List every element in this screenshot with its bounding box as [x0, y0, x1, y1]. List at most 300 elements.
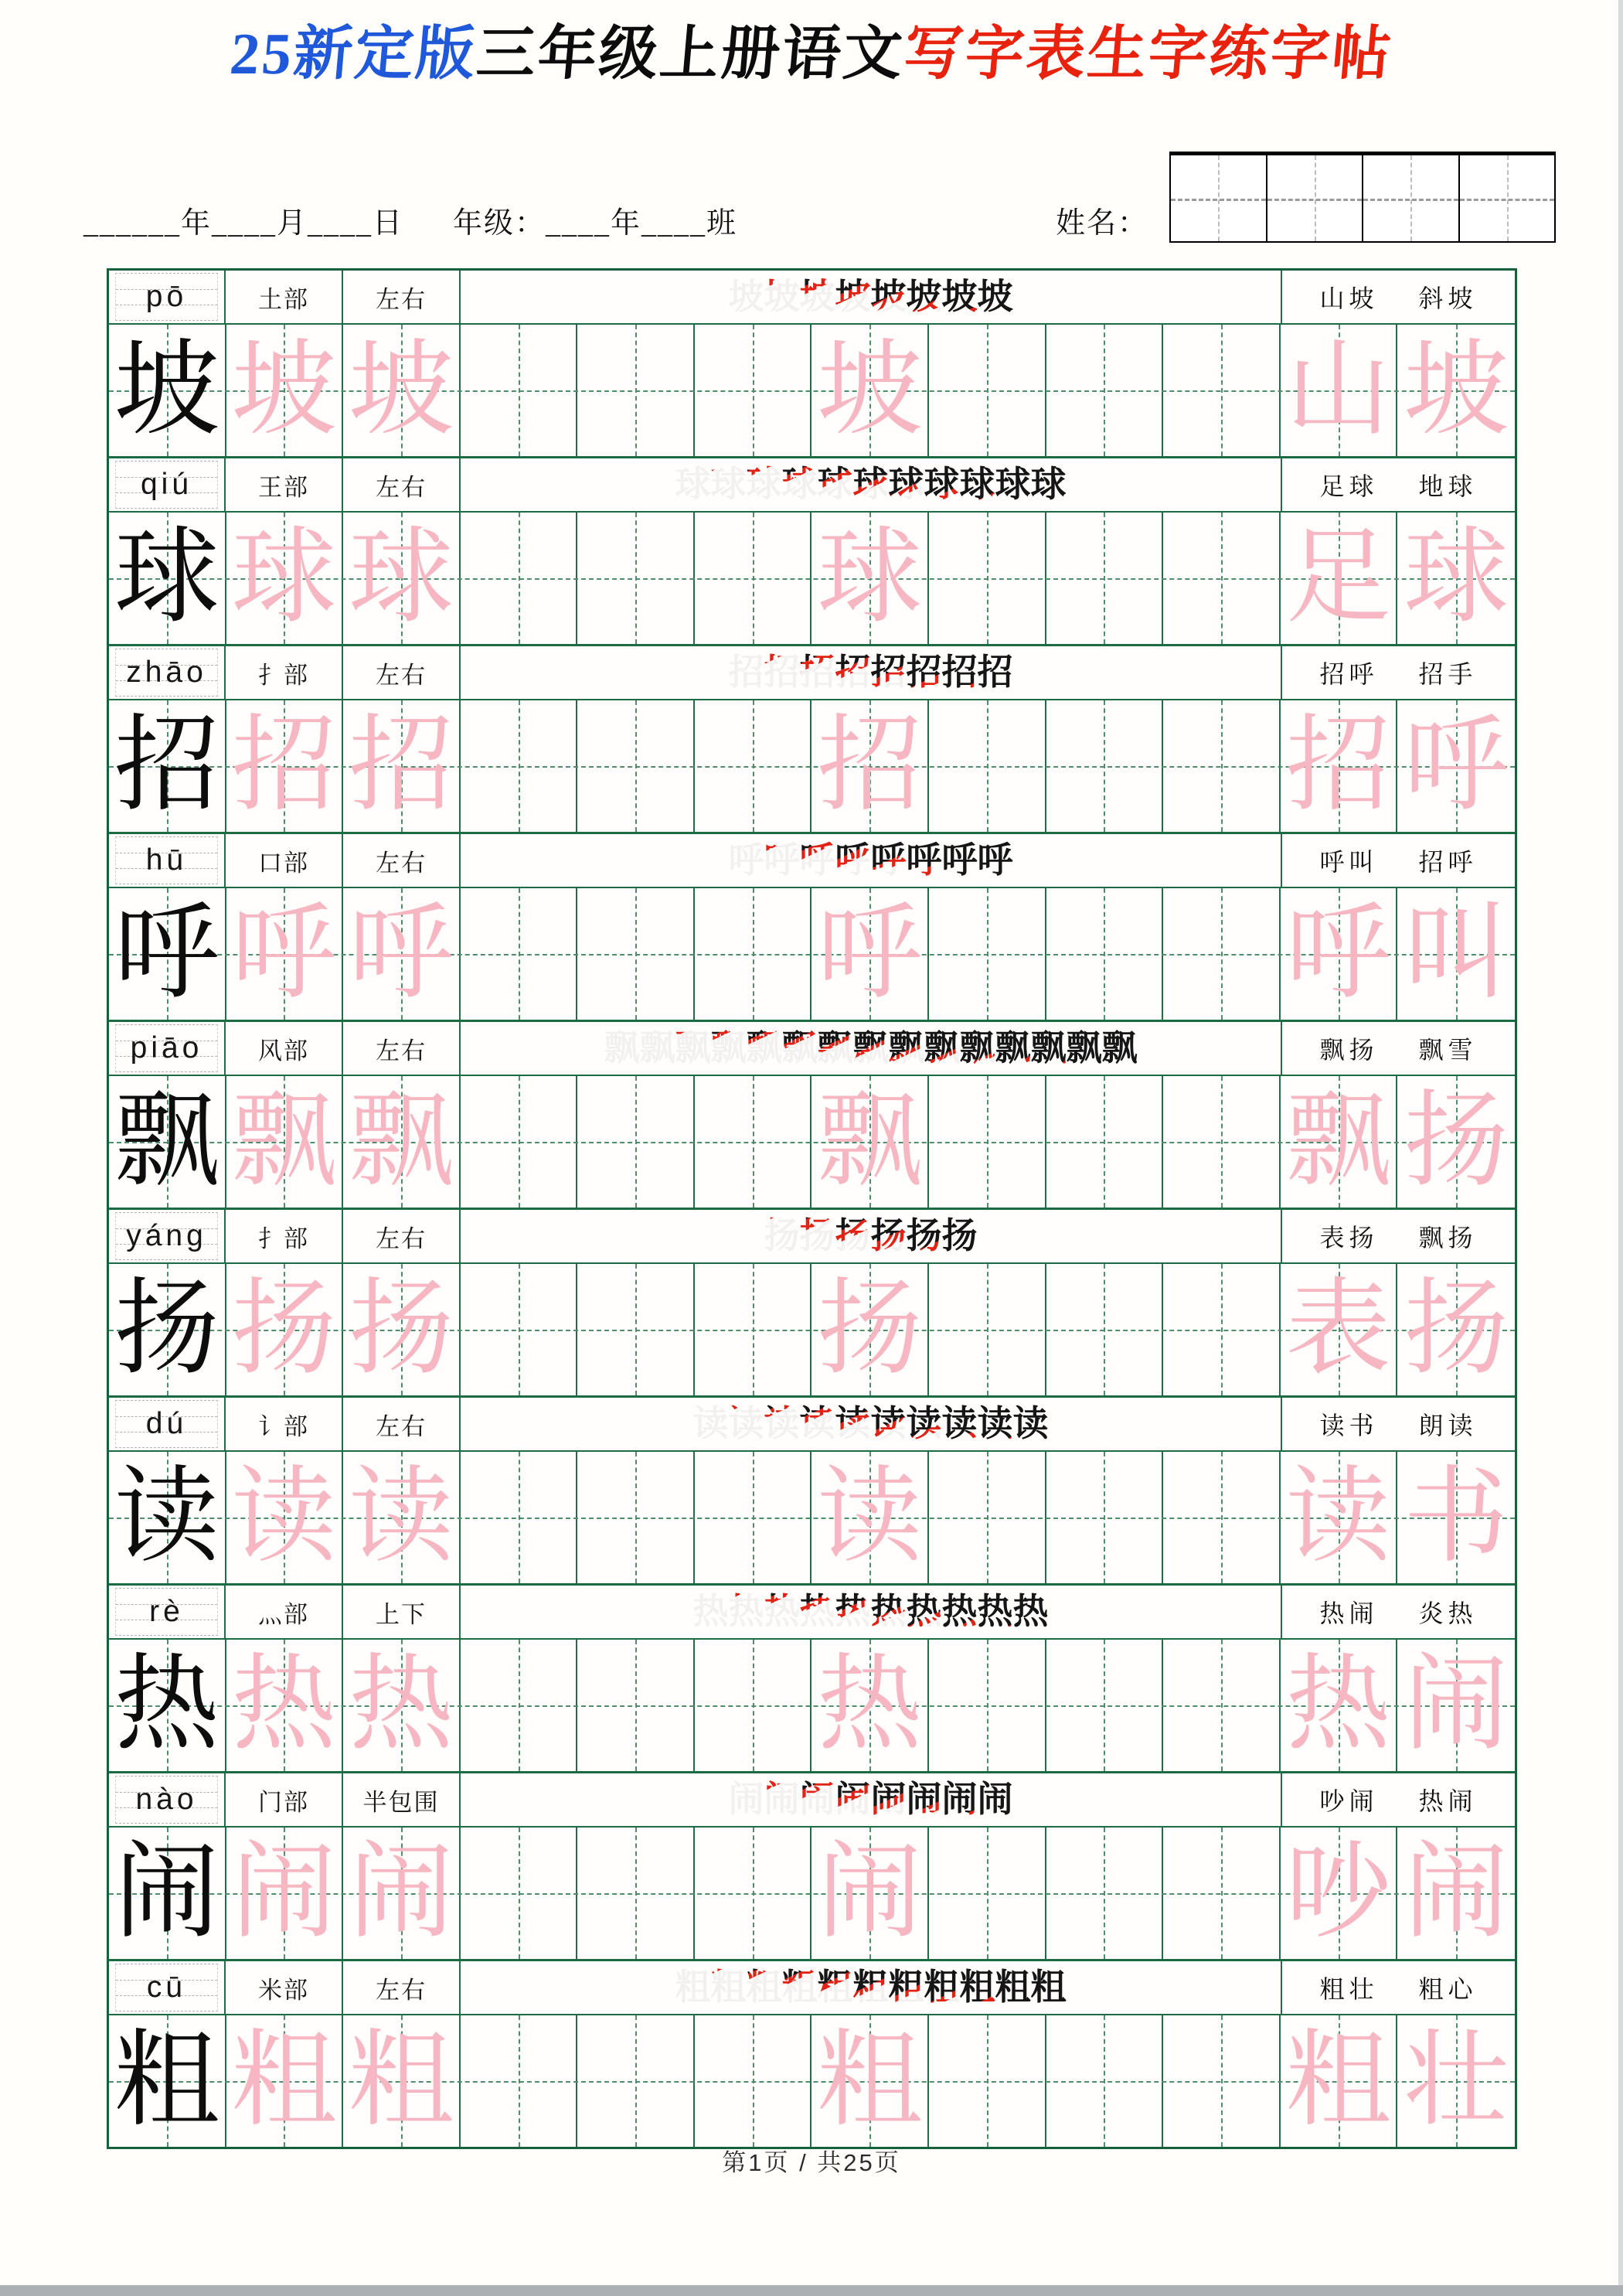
- stroke-step: 粗: [853, 1962, 889, 2013]
- pinyin-text: nào: [135, 1783, 198, 1816]
- practice-cell: [343, 513, 461, 644]
- practice-midline-vertical: [987, 888, 988, 1020]
- practice-midline-vertical: [753, 325, 754, 456]
- radical-text: 扌部: [258, 1225, 309, 1252]
- char-block: [109, 646, 1515, 834]
- word-trace-char: 山: [1285, 332, 1391, 448]
- trace-char: 读: [817, 1460, 923, 1576]
- example-word-2: 炎热: [1418, 1599, 1478, 1627]
- name-grid-cell: [1171, 155, 1267, 241]
- practice-cell: [1397, 513, 1515, 644]
- radical-cell: [226, 271, 343, 323]
- practice-midline-vertical: [519, 325, 520, 456]
- radical-text: 扌部: [258, 661, 309, 689]
- example-word-1: 足球: [1319, 472, 1379, 500]
- example-word-2: 热闹: [1418, 1787, 1478, 1815]
- char-info-row: [109, 271, 1515, 325]
- practice-cell: [343, 1828, 461, 1959]
- stroke-order-cell: [461, 458, 1282, 511]
- stroke-step: 球: [818, 459, 853, 510]
- main-char: 读: [114, 1460, 219, 1576]
- structure-text: 左右: [376, 285, 427, 313]
- word-trace-char: 壮: [1404, 2023, 1509, 2139]
- stroke-step: 粗: [711, 1962, 747, 2013]
- structure-cell: [343, 1022, 461, 1075]
- stroke-order-cell: [461, 1586, 1282, 1638]
- stroke-step: 球: [960, 459, 995, 510]
- practice-cell: [109, 1076, 226, 1208]
- practice-midline-vertical: [635, 513, 637, 644]
- stroke-step: 飘: [1067, 1023, 1102, 1074]
- stroke-step: 读: [1013, 1398, 1049, 1449]
- practice-cell: [812, 1828, 929, 1959]
- practice-midline-vertical: [1221, 1640, 1223, 1771]
- stroke-step: 呼: [835, 835, 871, 886]
- trace-char: 呼: [348, 896, 454, 1012]
- stroke-order-cell: [461, 1210, 1282, 1262]
- trace-char: 扬: [231, 1272, 337, 1388]
- practice-cell: [1397, 888, 1515, 1020]
- example-word-1: 吵闹: [1319, 1787, 1379, 1815]
- structure-cell: [343, 834, 461, 887]
- example-word-2: 招呼: [1418, 848, 1478, 876]
- radical-text: 土部: [258, 285, 309, 313]
- practice-midline-vertical: [753, 2015, 754, 2147]
- stroke-step: 飘: [889, 1023, 924, 1074]
- page-title: [0, 17, 1623, 91]
- practice-midline-vertical: [1221, 325, 1223, 456]
- example-words-cell: [1282, 646, 1515, 699]
- pinyin-text: zhāo: [126, 656, 207, 689]
- stroke-step: 呼: [907, 835, 942, 886]
- example-word-1: 呼叫: [1319, 848, 1379, 876]
- practice-cell: [343, 1452, 461, 1583]
- stroke-step: 读: [835, 1398, 871, 1449]
- stroke-step: 粗: [1031, 1962, 1067, 2013]
- structure-cell: [343, 271, 461, 323]
- practice-cell: [1281, 888, 1398, 1020]
- pinyin-cell: [109, 1773, 226, 1826]
- example-word-2: 斜坡: [1418, 284, 1478, 312]
- word-trace-char: 粗: [1285, 2023, 1391, 2139]
- stroke-step: 招: [978, 647, 1013, 698]
- example-words-cell: [1282, 834, 1515, 887]
- practice-midline-vertical: [1221, 1264, 1223, 1395]
- stroke-step: 招: [800, 647, 835, 698]
- radical-text: 风部: [258, 1037, 309, 1065]
- stroke-step: 飘: [711, 1023, 747, 1074]
- stroke-step: 闹: [764, 1774, 800, 1825]
- practice-midline-vertical: [987, 325, 988, 456]
- practice-midline-vertical: [519, 2015, 520, 2147]
- practice-cell: [109, 888, 226, 1020]
- radical-cell: [226, 1398, 343, 1450]
- trace-char: 招: [817, 708, 923, 824]
- practice-midline-vertical: [1104, 325, 1105, 456]
- stroke-step: 飘: [747, 1023, 782, 1074]
- stroke-step: 坡: [978, 271, 1013, 322]
- date-blanks: ______年____月____日: [83, 207, 404, 240]
- page-footer: 第1页 / 共25页: [722, 2149, 901, 2176]
- worksheet-table: [107, 268, 1517, 2149]
- practice-cell: [812, 1264, 929, 1395]
- pinyin-text: dú: [145, 1407, 188, 1440]
- practice-cell: [226, 1452, 344, 1583]
- structure-text: 上下: [376, 1600, 427, 1628]
- practice-cell: [812, 325, 929, 456]
- example-word-1: 粗壮: [1319, 1975, 1379, 2003]
- practice-midline-vertical: [1104, 2015, 1105, 2147]
- trace-char: 读: [348, 1460, 454, 1576]
- practice-row: [109, 513, 1515, 644]
- stroke-order-cell: [461, 271, 1282, 323]
- example-word-1: 表扬: [1319, 1224, 1379, 1252]
- stroke-step: 球: [853, 459, 889, 510]
- stroke-step: 坡: [764, 271, 800, 322]
- trace-char: 粗: [231, 2023, 337, 2139]
- char-info-row: [109, 834, 1515, 888]
- practice-cell: [109, 2015, 226, 2147]
- practice-midline-vertical: [519, 1640, 520, 1771]
- practice-cell: [226, 888, 344, 1020]
- structure-text: 左右: [376, 1976, 427, 2004]
- practice-row: [109, 1452, 1515, 1583]
- trace-char: 热: [348, 1647, 454, 1763]
- trace-char: 闹: [348, 1835, 454, 1951]
- char-block: [109, 1586, 1515, 1773]
- trace-char: 坡: [348, 332, 454, 448]
- radical-cell: [226, 1022, 343, 1075]
- practice-cell: [109, 1828, 226, 1959]
- structure-cell: [343, 458, 461, 511]
- trace-char: 闹: [231, 1835, 337, 1951]
- practice-midline-vertical: [1221, 1828, 1223, 1959]
- structure-text: 左右: [376, 1412, 427, 1440]
- stroke-step: 粗: [924, 1962, 960, 2013]
- practice-cell: [343, 1076, 461, 1208]
- radical-cell: [226, 458, 343, 511]
- char-block: [109, 1961, 1515, 2147]
- stroke-step: 读: [800, 1398, 835, 1449]
- stroke-step: 热: [978, 1586, 1013, 1637]
- practice-midline-vertical: [753, 1264, 754, 1395]
- practice-cell: [343, 888, 461, 1020]
- stroke-step: 读: [942, 1398, 978, 1449]
- stroke-step: 粗: [889, 1962, 924, 2013]
- char-info-row: [109, 1210, 1515, 1264]
- practice-cell: [1397, 1076, 1515, 1208]
- practice-midline-vertical: [635, 1640, 637, 1771]
- practice-midline-vertical: [635, 2015, 637, 2147]
- trace-char: 飘: [817, 1084, 923, 1200]
- grade-class-blanks: 年级：____年____班: [453, 207, 738, 240]
- char-info-row: [109, 646, 1515, 700]
- practice-cell: [1397, 325, 1515, 456]
- practice-midline-vertical: [519, 1452, 520, 1583]
- trace-char: 球: [348, 520, 454, 636]
- pinyin-cell: [109, 646, 226, 699]
- example-word-2: 招手: [1418, 660, 1478, 688]
- practice-cell: [812, 1452, 929, 1583]
- page-edge-right: [1618, 0, 1623, 2296]
- stroke-step: 闹: [800, 1774, 835, 1825]
- practice-midline-vertical: [753, 888, 754, 1020]
- practice-midline-vertical: [635, 888, 637, 1020]
- stroke-step: 招: [907, 647, 942, 698]
- practice-midline-vertical: [987, 1452, 988, 1583]
- structure-cell: [343, 1586, 461, 1638]
- name-grid: [1169, 152, 1556, 243]
- practice-midline-vertical: [635, 1452, 637, 1583]
- practice-cell: [812, 700, 929, 832]
- main-char: 招: [114, 708, 219, 824]
- stroke-step: 扬: [942, 1211, 978, 1262]
- radical-cell: [226, 1773, 343, 1826]
- practice-cell: [1281, 1076, 1398, 1208]
- practice-cell: [812, 513, 929, 644]
- example-word-2: 飘雪: [1418, 1036, 1478, 1064]
- char-block: [109, 458, 1515, 646]
- stroke-step: 坡: [800, 271, 835, 322]
- pinyin-text: hū: [145, 843, 188, 877]
- stroke-step: 坡: [729, 271, 764, 322]
- example-words-cell: [1282, 1961, 1515, 2014]
- stroke-step: 读: [764, 1398, 800, 1449]
- char-info-row: [109, 1586, 1515, 1640]
- practice-midline-vertical: [635, 1076, 637, 1208]
- practice-midline-vertical: [1221, 700, 1223, 832]
- practice-cell: [1281, 325, 1398, 456]
- name-label: 姓名：: [1056, 207, 1149, 240]
- word-trace-char: 招: [1285, 708, 1391, 824]
- stroke-step: 扬: [907, 1211, 942, 1262]
- main-char: 球: [114, 520, 219, 636]
- word-trace-char: 球: [1404, 520, 1509, 636]
- stroke-step: 热: [1013, 1586, 1049, 1637]
- stroke-step: 热: [693, 1586, 729, 1637]
- structure-cell: [343, 1398, 461, 1450]
- stroke-step: 读: [978, 1398, 1013, 1449]
- stroke-step: 闹: [907, 1774, 942, 1825]
- stroke-order-cell: [461, 646, 1282, 699]
- stroke-step: 球: [889, 459, 924, 510]
- practice-row: [109, 1076, 1515, 1208]
- practice-row: [109, 700, 1515, 832]
- trace-char: 热: [817, 1647, 923, 1763]
- pinyin-cell: [109, 458, 226, 511]
- stroke-step: 球: [747, 459, 782, 510]
- stroke-step: 招: [764, 647, 800, 698]
- example-word-1: 山坡: [1319, 284, 1379, 312]
- stroke-step: 扬: [835, 1211, 871, 1262]
- example-word-2: 粗心: [1418, 1975, 1478, 2003]
- stroke-step: 呼: [978, 835, 1013, 886]
- radical-cell: [226, 1586, 343, 1638]
- example-words-cell: [1282, 1773, 1515, 1826]
- stroke-step: 热: [942, 1586, 978, 1637]
- example-word-2: 朗读: [1418, 1412, 1478, 1439]
- practice-midline-vertical: [519, 1264, 520, 1395]
- trace-char: 呼: [817, 896, 923, 1012]
- radical-text: 灬部: [258, 1600, 309, 1628]
- practice-cell: [1281, 700, 1398, 832]
- stroke-step: 闹: [871, 1774, 907, 1825]
- char-info-row: [109, 1398, 1515, 1452]
- practice-cell: [343, 700, 461, 832]
- practice-cell: [1397, 1452, 1515, 1583]
- stroke-step: 飘: [818, 1023, 853, 1074]
- example-word-1: 飘扬: [1319, 1036, 1379, 1064]
- practice-midline-vertical: [753, 513, 754, 644]
- stroke-step: 飘: [960, 1023, 995, 1074]
- stroke-step: 扬: [871, 1211, 907, 1262]
- structure-cell: [343, 1961, 461, 2014]
- stroke-step: 飘: [604, 1023, 640, 1074]
- char-block: [109, 271, 1515, 458]
- structure-cell: [343, 646, 461, 699]
- practice-midline-vertical: [987, 1264, 988, 1395]
- word-trace-char: 呼: [1404, 708, 1509, 824]
- radical-cell: [226, 1961, 343, 2014]
- pinyin-cell: [109, 1210, 226, 1262]
- practice-midline-vertical: [1104, 888, 1105, 1020]
- trace-char: 扬: [348, 1272, 454, 1388]
- stroke-step: 坡: [835, 271, 871, 322]
- trace-char: 球: [231, 520, 337, 636]
- trace-char: 热: [231, 1647, 337, 1763]
- word-trace-char: 闹: [1404, 1647, 1509, 1763]
- stroke-step: 粗: [747, 1962, 782, 2013]
- stroke-step: 招: [871, 647, 907, 698]
- practice-cell: [1397, 700, 1515, 832]
- practice-cell: [1281, 1452, 1398, 1583]
- practice-midline-vertical: [1104, 513, 1105, 644]
- practice-midline-vertical: [1104, 700, 1105, 832]
- practice-cell: [226, 1640, 344, 1771]
- main-char: 闹: [114, 1835, 219, 1951]
- practice-row: [109, 325, 1515, 456]
- word-trace-char: 叫: [1404, 896, 1509, 1012]
- practice-midline-vertical: [987, 1076, 988, 1208]
- practice-cell: [109, 325, 226, 456]
- example-words-cell: [1282, 1586, 1515, 1638]
- practice-cell: [226, 700, 344, 832]
- word-trace-char: 扬: [1404, 1084, 1509, 1200]
- header-line: [83, 148, 1552, 247]
- pinyin-text: piāo: [130, 1031, 203, 1065]
- pinyin-cell: [109, 271, 226, 323]
- stroke-step: 球: [924, 459, 960, 510]
- stroke-step: 读: [907, 1398, 942, 1449]
- stroke-step: 招: [942, 647, 978, 698]
- practice-midline-vertical: [1104, 1640, 1105, 1771]
- pinyin-text: yáng: [126, 1219, 207, 1252]
- word-trace-char: 坡: [1404, 332, 1509, 448]
- practice-cell: [812, 1076, 929, 1208]
- stroke-order-cell: [461, 1022, 1282, 1075]
- practice-row: [109, 1264, 1515, 1395]
- practice-midline-vertical: [987, 700, 988, 832]
- practice-midline-vertical: [753, 1076, 754, 1208]
- structure-cell: [343, 1773, 461, 1826]
- main-char: 粗: [114, 2023, 219, 2139]
- stroke-step: 呼: [942, 835, 978, 886]
- practice-midline-vertical: [753, 1640, 754, 1771]
- example-word-1: 招呼: [1319, 660, 1379, 688]
- stroke-step: 球: [675, 459, 711, 510]
- stroke-step: 闹: [729, 1774, 764, 1825]
- char-block: [109, 1210, 1515, 1398]
- trace-char: 飘: [348, 1084, 454, 1200]
- stroke-step: 粗: [995, 1962, 1031, 2013]
- word-trace-char: 书: [1404, 1460, 1509, 1576]
- practice-cell: [109, 1640, 226, 1771]
- radical-text: 口部: [258, 849, 309, 877]
- practice-midline-vertical: [1221, 2015, 1223, 2147]
- stroke-step: 招: [729, 647, 764, 698]
- practice-midline-vertical: [635, 1264, 637, 1395]
- char-block: [109, 1398, 1515, 1586]
- word-trace-char: 扬: [1404, 1272, 1509, 1388]
- practice-midline-vertical: [1104, 1828, 1105, 1959]
- trace-char: 闹: [817, 1835, 923, 1951]
- practice-cell: [1281, 1640, 1398, 1771]
- trace-char: 球: [817, 520, 923, 636]
- practice-midline-vertical: [635, 1828, 637, 1959]
- practice-row: [109, 888, 1515, 1020]
- stroke-step: 粗: [960, 1962, 995, 2013]
- pinyin-cell: [109, 1586, 226, 1638]
- stroke-step: 坡: [942, 271, 978, 322]
- practice-cell: [1281, 1264, 1398, 1395]
- example-words-cell: [1282, 458, 1515, 511]
- stroke-order-cell: [461, 834, 1282, 887]
- char-block: [109, 1022, 1515, 1210]
- practice-cell: [226, 2015, 344, 2147]
- title-grade: 三年级上册语文: [474, 22, 907, 87]
- stroke-step: 闹: [942, 1774, 978, 1825]
- stroke-step: 坡: [907, 271, 942, 322]
- word-trace-char: 热: [1285, 1647, 1391, 1763]
- trace-char: 坡: [231, 332, 337, 448]
- pinyin-cell: [109, 1398, 226, 1450]
- pinyin-text: qiú: [140, 468, 193, 501]
- stroke-step: 飘: [675, 1023, 711, 1074]
- practice-cell: [1397, 1264, 1515, 1395]
- main-char: 扬: [114, 1272, 219, 1388]
- char-info-row: [109, 458, 1515, 513]
- stroke-step: 闹: [978, 1774, 1013, 1825]
- word-trace-char: 呼: [1285, 896, 1391, 1012]
- stroke-order-cell: [461, 1961, 1282, 2014]
- stroke-step: 球: [782, 459, 818, 510]
- trace-char: 扬: [817, 1272, 923, 1388]
- example-word-2: 地球: [1418, 472, 1478, 500]
- structure-text: 左右: [376, 1037, 427, 1065]
- name-grid-cell: [1363, 155, 1460, 241]
- practice-midline-vertical: [1221, 513, 1223, 644]
- practice-row: [109, 1828, 1515, 1959]
- practice-midline-vertical: [1221, 888, 1223, 1020]
- main-char: 呼: [114, 896, 219, 1012]
- trace-char: 坡: [817, 332, 923, 448]
- structure-text: 左右: [376, 473, 427, 501]
- structure-text: 左右: [376, 849, 427, 877]
- trace-char: 飘: [231, 1084, 337, 1200]
- word-trace-char: 闹: [1404, 1835, 1509, 1951]
- practice-cell: [1281, 1828, 1398, 1959]
- name-grid-cell: [1460, 155, 1555, 241]
